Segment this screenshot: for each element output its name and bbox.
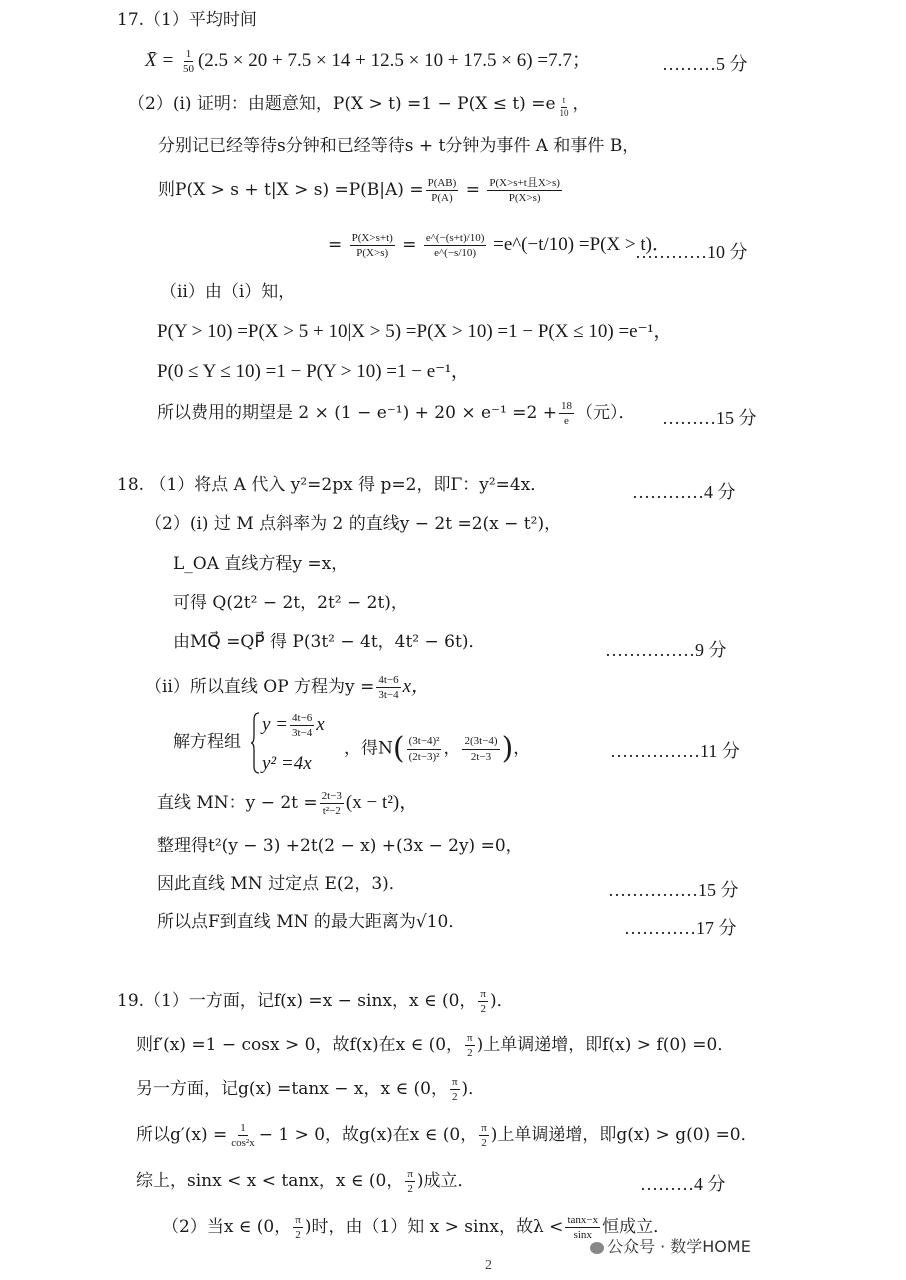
- left-brace-icon: [250, 712, 260, 774]
- p19-g-monotone: 所以g′(x) = $\frac{1}{\text{cos²x}}$ − 1 > 0，故g(x)在x ∈ (0， $\frac{\pi}{2}$ )上单调递增，即g(x) > g(0) =0．: [136, 1122, 758, 1150]
- p18-point-q: 可得 Q(2t² − 2t，2t² − 2t)，: [173, 593, 408, 613]
- wechat-icon: [590, 1242, 604, 1254]
- p18-max-distance: 所以点F到直线 MN 的最大距离为√10．: [157, 912, 466, 932]
- p19-define-g: 另一方面，记g(x) =tanx − x，x ∈ (0， $\frac{\pi}{2}$ )．: [136, 1076, 486, 1104]
- p18-score-15: ……………15 分: [608, 880, 739, 900]
- p17-expectation-line: 所以费用的期望是 2 × (1 − e⁻¹) + 20 × e⁻¹ =2 + $\frac{18}{e}$ （元）．: [157, 400, 636, 428]
- p19-score-4: ………4 分: [640, 1174, 726, 1194]
- p18-score-9: ……………9 分: [605, 640, 727, 660]
- p18-system-row1: y = $\frac{4t-6}{3t-4}$ x: [262, 712, 325, 740]
- p17-conditional-result: = $\frac{P(X>s+t)}{P(X>s)}$ = $\frac{e\^{}(-(s+t)/10)}{e\^{}(-s/10)}$ =e^(−t/10) =P(X > t)．: [328, 232, 672, 260]
- p19-part2: （2）当x ∈ (0， $\frac{\pi}{2}$ )时，由（1）知 x > sinx，故λ < $\frac{\tan x-x}{\sin x}$ 恒成立．: [162, 1214, 671, 1242]
- p18-score-4: …………4 分: [632, 482, 736, 502]
- p17-score-10: …………10 分: [635, 242, 748, 262]
- p17-proof-line: （2）(ⅰ) 证明：由题意知，P(X > t) =1 − P(X ≤ t) =e $^{\frac{t}{10}}$ ，: [128, 94, 590, 118]
- p18-part1: 18. （1）将点 A 代入 y²=2px 得 p=2，即Γ：y²=4x．: [117, 475, 548, 495]
- p17-part-ii: （ⅱ）由（ⅰ）知，: [160, 282, 296, 302]
- p18-system-row2: y² =4x: [262, 753, 312, 774]
- p17-conditional-line: 则P(X > s + t|X > s) =P(B|A) = $\frac{P(AB)}{P(A)}$ = $\frac{\text{P(X>s+t且X>s)}}{P(X>s)}$: [158, 177, 560, 205]
- p19-part1-define-f: 19.（1）一方面，记f(x) =x − sinx，x ∈ (0， $\frac{\pi}{2}$ )．: [117, 988, 514, 1016]
- p18-op-line: （ⅱ）所以直线 OP 方程为y = $\frac{4t-6}{3t-4}$ x，: [145, 674, 431, 702]
- p18-mn-line: 直线 MN：y − 2t = $\frac{2t-3}{\text{t²−2}}$ (x − t²)，: [157, 790, 419, 818]
- p17-prob-y-between: P(0 ≤ Y ≤ 10) =1 − P(Y > 10) =1 − e⁻¹，: [157, 361, 470, 382]
- p18-point-p: 由MQ⃗ =QP⃗ 得 P(3t² − 4t，4t² − 6t)．: [173, 632, 486, 652]
- p17-heading: 17.（1）平均时间: [117, 10, 257, 30]
- p18-simplify-line: 整理得t²(y − 3) +2t(2 − x) +(3x − 2y) =0，: [157, 836, 523, 856]
- p17-prob-y-gt-10: P(Y > 10) =P(X > 5 + 10|X > 5) =P(X > 10) =1 − P(X ≤ 10) =e⁻¹，: [157, 321, 673, 342]
- p18-score-11: ……………11 分: [610, 741, 740, 761]
- p18-part2-line: （2）(ⅰ) 过 M 点斜率为 2 的直线y − 2t =2(x − t²)，: [145, 514, 562, 534]
- watermark-text: 公众号 · 数学HOME: [607, 1237, 751, 1256]
- p17-score-5: ………5 分: [662, 54, 748, 74]
- p18-score-17: …………17 分: [624, 918, 737, 938]
- wechat-watermark: [590, 1234, 751, 1257]
- p17-event-definition: 分别记已经等待s分钟和已经等待s + t分钟为事件 A 和事件 B，: [158, 136, 640, 156]
- p17-score-15: ………15 分: [662, 408, 757, 428]
- p19-conclusion: 综上，sinx < x < tanx，x ∈ (0， $\frac{\pi}{2}$ )成立．: [136, 1168, 475, 1196]
- p18-loa-line: L_OA 直线方程y =x，: [173, 554, 349, 574]
- page-number: 2: [485, 1258, 492, 1273]
- p18-system-label: 解方程组: [173, 732, 241, 752]
- p19-f-monotone: 则f′(x) =1 − cosx > 0，故f(x)在x ∈ (0， $\frac{\pi}{2}$ )上单调递增，即f(x) > f(0) =0．: [136, 1032, 735, 1060]
- p18-point-n: ，得N( $\frac{\text{(3t−4)²}}{\text{(2t−3)²}}$ ， $\frac{2(3t-4)}{2t-3}$ )，: [344, 731, 531, 766]
- p17-mean-line: X̄ = $\frac{1}{50}$ (2.5 × 20 + 7.5 × 14 + 12.5 × 10 + 17.5 × 6) =7.7；: [145, 48, 591, 76]
- p18-fixed-point: 因此直线 MN 过定点 E(2，3)．: [157, 874, 406, 894]
